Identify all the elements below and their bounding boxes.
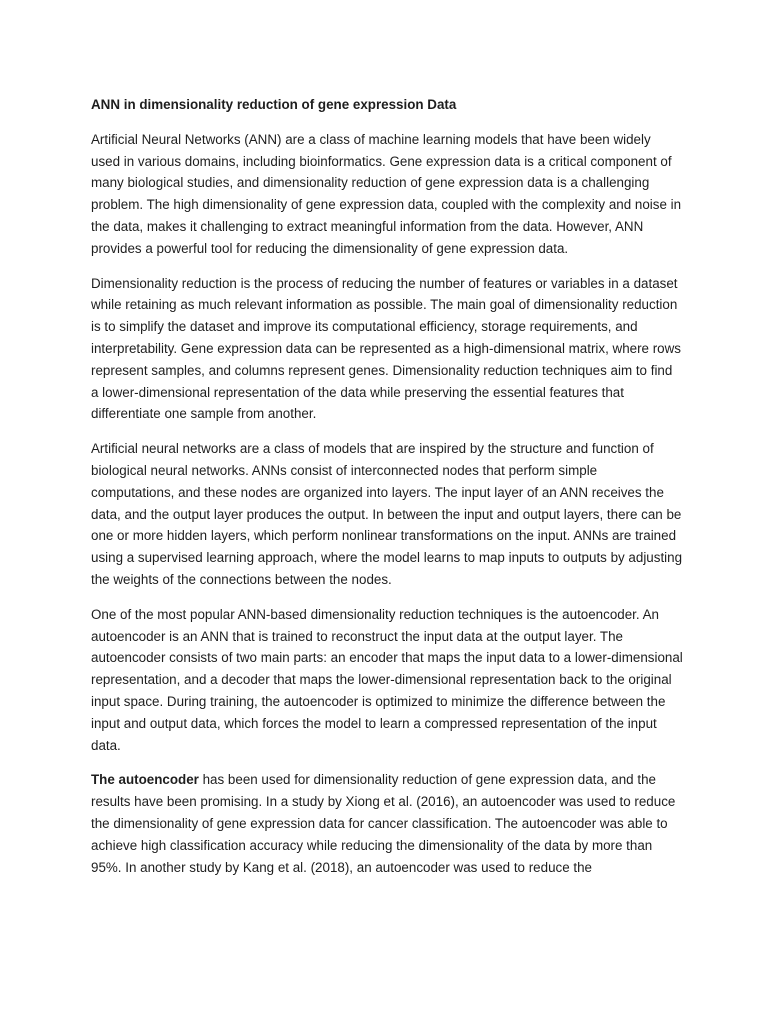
document-body xyxy=(91,94,683,891)
paragraph-ann-intro: Artificial Neural Networks (ANN) are a class of machine learning models that have been widely used in various domains, including bioinformatics. Gene expression data is a critical component of many biological studies, and dimensionality reduction of gene expression data is a challenging problem. The high dimensionality of gene expression data, coupled with the complexity and noise in the data, makes it challenging to extract meaningful information from the data. However, ANN provides a powerful tool for reducing the dimensionality of gene expression data. xyxy=(91,131,682,256)
paragraph-neural-networks: Artificial neural networks are a class of models that are inspired by the structure and function of biological neural networks. ANNs consist of interconnected nodes that perform simple computations, and these nodes are organized into layers. The input layer of an ANN receives the data, and the output layer produces the output. In between the input and output layers, there can be one or more hidden layers, which perform nonlinear transformations on the input. ANNs are trained using a supervised learning approach, where the model learns to map inputs to outputs by adjusting the weights of the connections between the nodes. xyxy=(91,441,683,587)
paragraph-autoencoder: One of the most popular ANN-based dimensionality reduction techniques is the autoencoder. An autoencoder is an ANN that is trained to reconstruct the input data at the output layer. The autoencoder consists of two main parts: an encoder that maps the input data to a lower-dimensional representation, and a decoder that maps the lower-dimensional representation back to the original input space. During training, the autoencoder is optimized to minimize the difference between the input and output data, which forces the model to learn a compressed representation of the input data. xyxy=(91,606,683,753)
document-title: ANN in dimensionality reduction of gene expression Data xyxy=(91,97,457,112)
paragraph-dimensionality-reduction: Dimensionality reduction is the process of reducing the number of features or variables in a dataset while retaining as much relevant information as possible. The main goal of dimensionality reduction is to simplify the dataset and improve its computational efficiency, storage requirements, and interpretability. Gene expression data can be represented as a high-dimensional matrix, where rows represent samples, and columns represent genes. Dimensionality reduction techniques aim to find a lower-dimensional representation of the data while preserving the essential features that differentiate one sample from another. xyxy=(91,275,681,422)
paragraph-autoencoder-studies xyxy=(91,769,683,878)
paragraph-body-text: has been used for dimensionality reduction of gene expression data, and the results have been promising. In a study by Xiong et al. (2016), an autoencoder was used to reduce the dimensionality of gene expression data for cancer classification. The autoencoder was able to achieve high classification accuracy while reducing the dimensionality of the data by more than 95%. In another study by Kang et al. (2018), an autoencoder was used to reduce the xyxy=(91,772,676,875)
bold-lead-text: The autoencoder xyxy=(91,772,199,788)
